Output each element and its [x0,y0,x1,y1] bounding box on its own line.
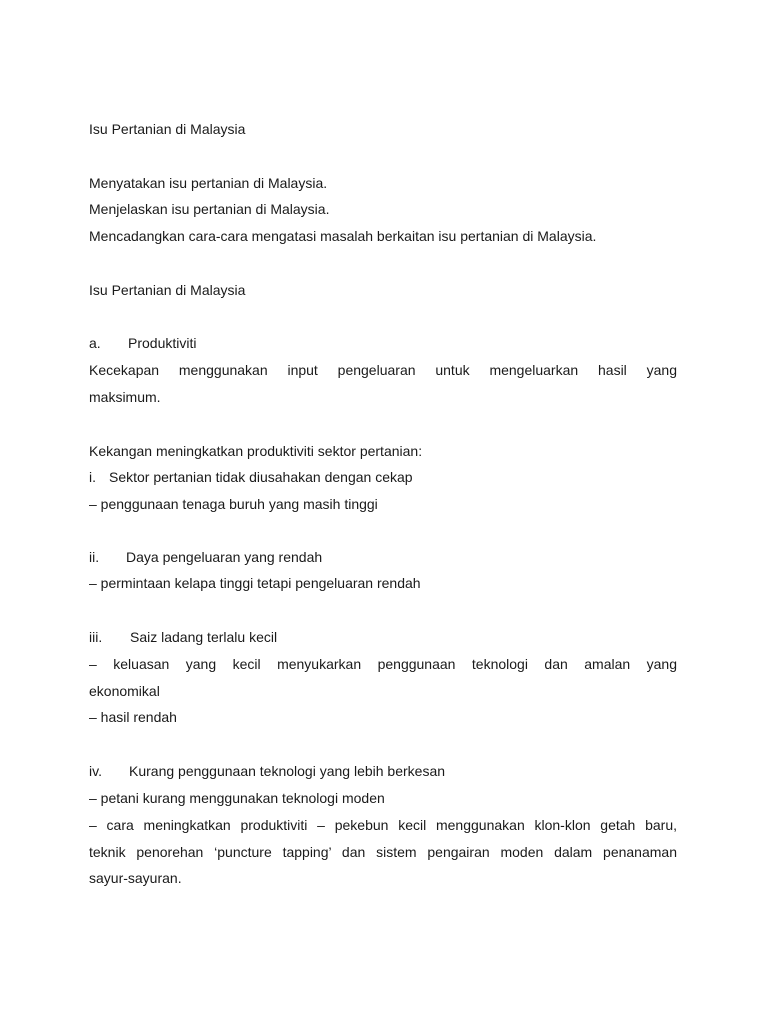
item-ii-heading-text: Daya pengeluaran yang rendah [126,549,323,565]
item-ii-heading [89,547,677,567]
section-a-heading [89,333,677,353]
item-iii-heading [89,627,677,647]
objective-2: Menjelaskan isu pertanian di Malaysia. [89,201,330,217]
item-i-heading-text: Sektor pertanian tidak diusahakan dengan cekap [109,469,413,485]
section-a-heading-text: Produktiviti [128,335,197,351]
document-title: Isu Pertanian di Malaysia [89,121,246,137]
constraints-heading: Kekangan meningkatkan produktiviti sektor pertanian: [89,443,423,459]
item-iv-point-2-line2: teknik penorehan ‘puncture tapping’ dan sistem pengairan moden dalam penanaman [89,844,677,860]
item-ii-point-1: – permintaan kelapa tinggi tetapi pengeluaran rendah [89,575,421,591]
item-iii-heading-text: Saiz ladang terlalu kecil [130,629,278,645]
section-a-marker: a. [89,335,101,351]
item-iv-heading-text: Kurang penggunaan teknologi yang lebih berkesan [129,763,446,779]
objective-1: Menyatakan isu pertanian di Malaysia. [89,175,328,191]
item-i-heading [89,467,677,487]
section-title: Isu Pertanian di Malaysia [89,282,246,298]
item-iv-point-2-line3: sayur-sayuran. [89,870,182,886]
item-iii-marker: iii. [89,629,103,645]
item-i-point-1: – penggunaan tenaga buruh yang masih tinggi [89,496,378,512]
item-i-marker: i. [89,469,96,485]
item-iv-point-2-line1: – cara meningkatkan produktiviti – pekebun kecil menggunakan klon-klon getah baru, [89,817,677,833]
item-iv-marker: iv. [89,763,102,779]
item-iii-point-1-line2: ekonomikal [89,683,160,699]
item-iii-point-2: – hasil rendah [89,709,177,725]
item-ii-marker: ii. [89,549,100,565]
objective-3: Mencadangkan cara-cara mengatasi masalah berkaitan isu pertanian di Malaysia. [89,228,597,244]
section-a-definition-line1: Kecekapan menggunakan input pengeluaran untuk mengeluarkan hasil yang [89,362,677,378]
section-a-definition-line2: maksimum. [89,389,161,405]
item-iv-point-1: – petani kurang menggunakan teknologi moden [89,790,385,806]
item-iii-point-1-line1: – keluasan yang kecil menyukarkan penggunaan teknologi dan amalan yang [89,656,677,672]
item-iv-heading [89,761,677,781]
